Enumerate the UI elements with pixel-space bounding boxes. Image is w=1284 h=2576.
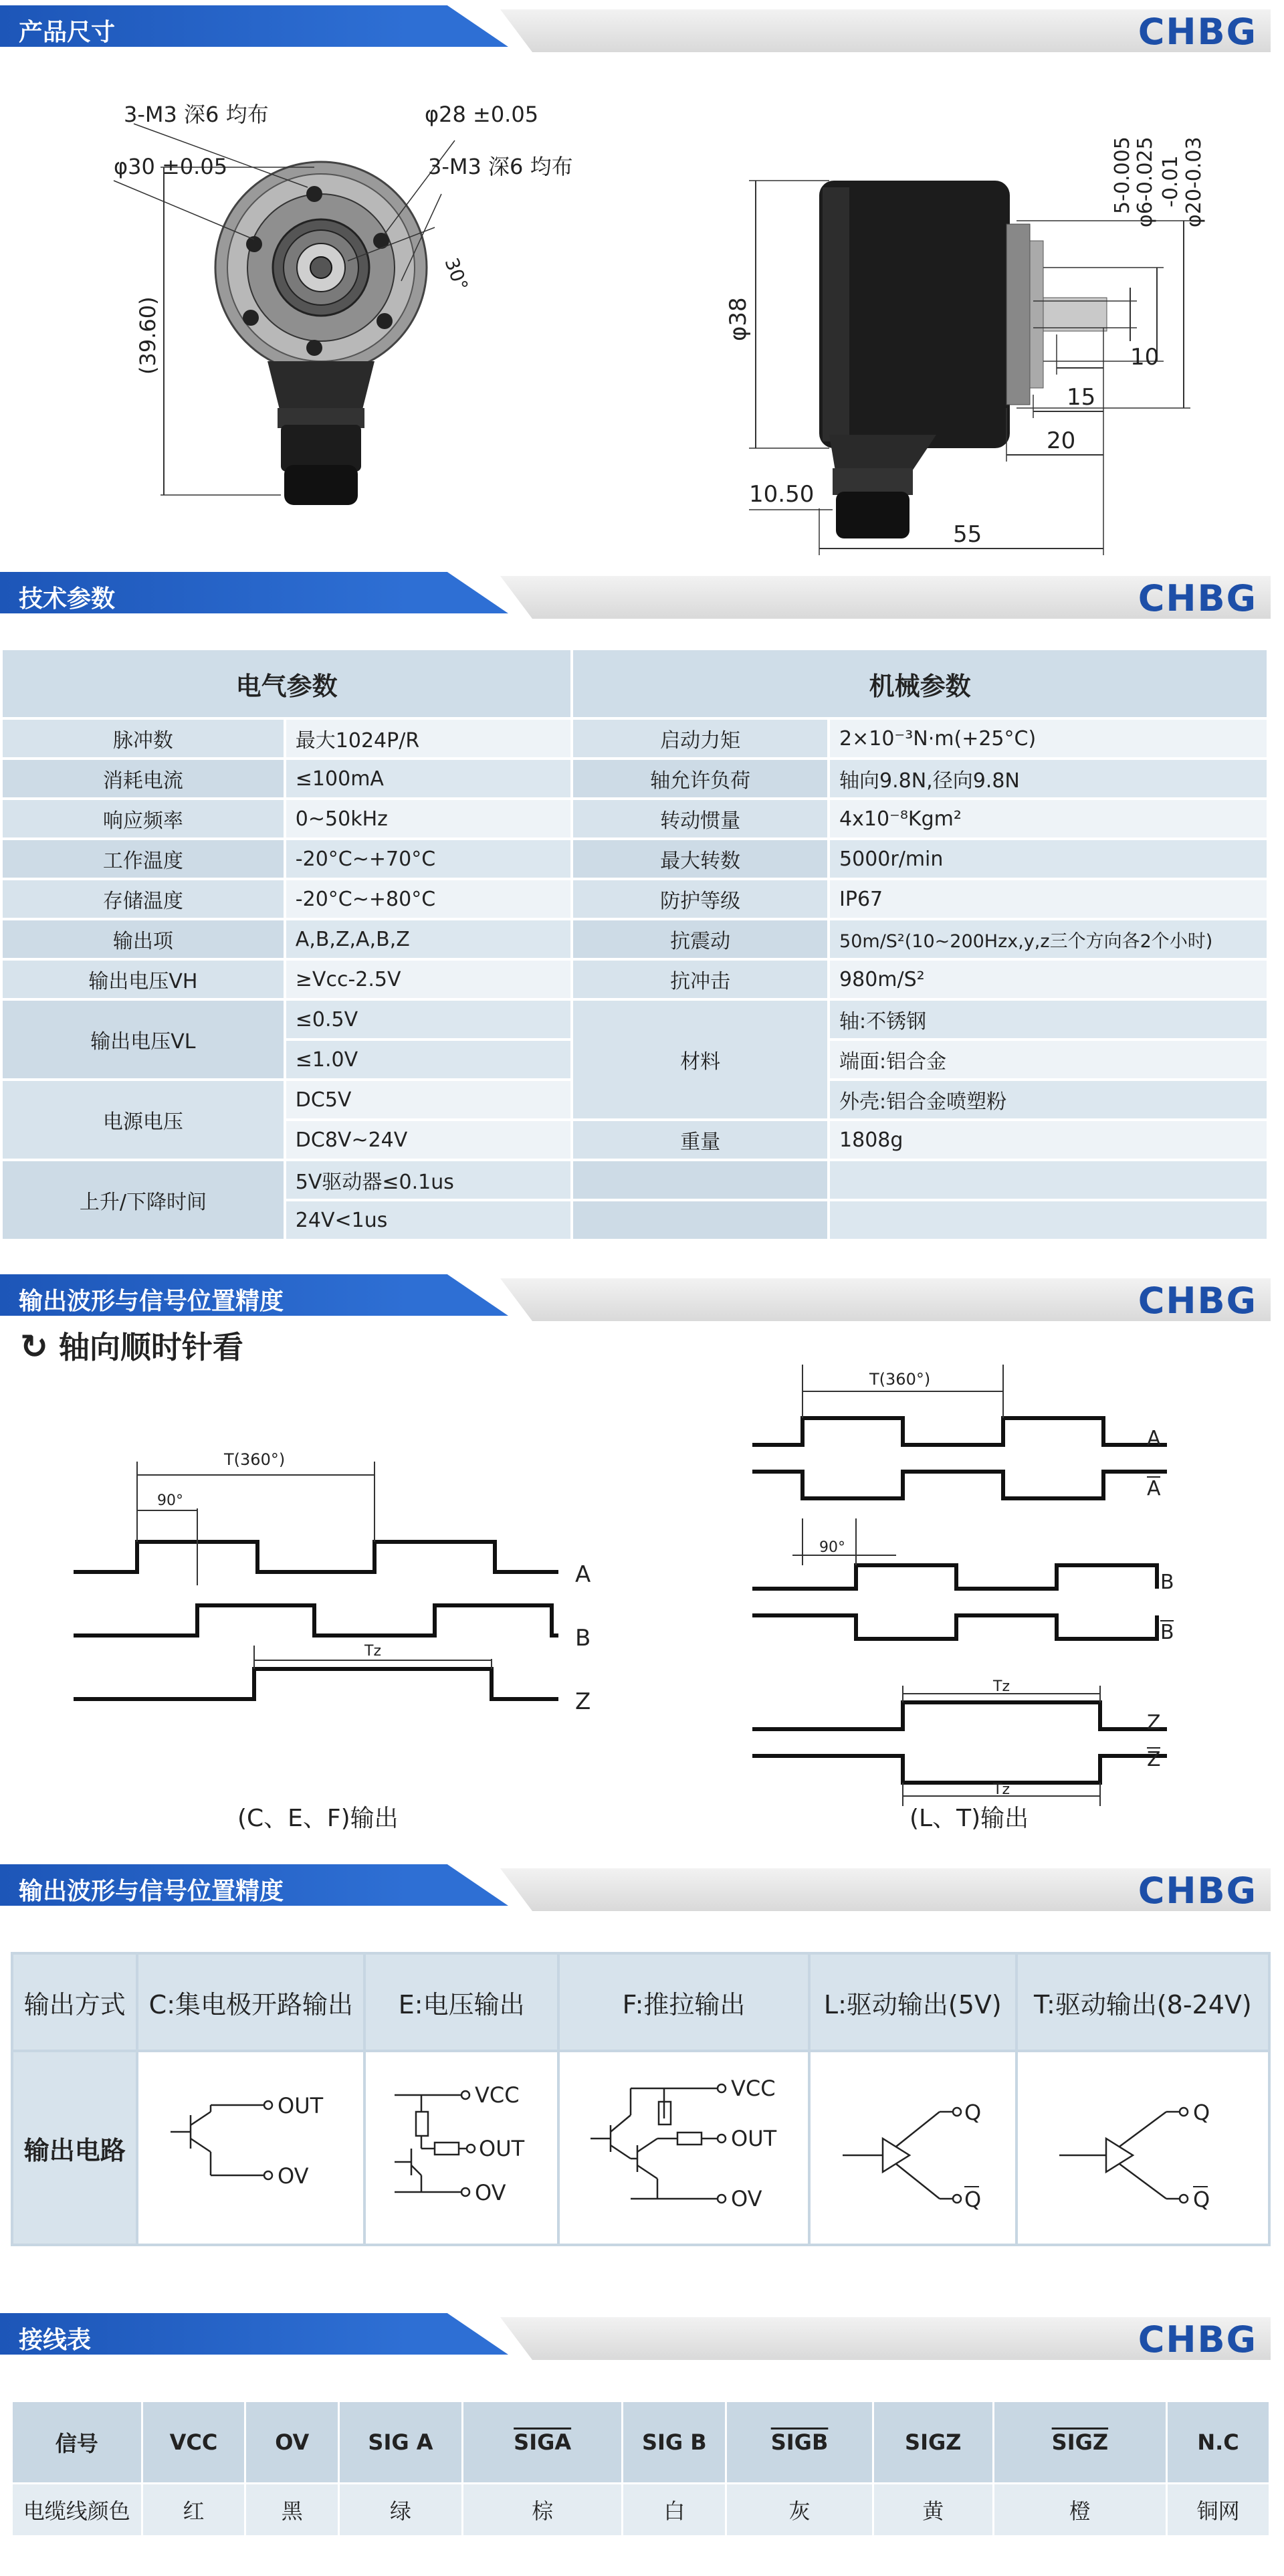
spec-key: 上升/下降时间 [1, 1160, 285, 1240]
dim-m3-right: 3-M3 深6 均布 [428, 154, 573, 179]
right-label-zbar: Z [1147, 1748, 1161, 1771]
section-title: 输出波形与信号位置精度 [19, 1288, 284, 1315]
wiring-cell: 棕 [462, 2484, 623, 2537]
electrical-title: 电气参数 [1, 649, 572, 718]
spec-value: 24V<1us [285, 1200, 572, 1240]
wiring-cell: 铜网 [1167, 2484, 1270, 2537]
spec-value: 外壳:铝合金喷塑粉 [829, 1080, 1268, 1120]
circuit-e-vcc: VCC [475, 2082, 520, 2108]
row-label-output-circuit: 输出电路 [12, 2051, 137, 2245]
left-label-z: Z [575, 1688, 591, 1715]
wave-left-z [74, 1669, 558, 1699]
spec-value: ≤100mA [285, 759, 572, 799]
wiring-header: OV [245, 2401, 339, 2484]
front-view [114, 102, 573, 505]
wiring-header: SIG A [339, 2401, 463, 2484]
dimension-drawing [0, 60, 1284, 569]
right-label-z: Z [1147, 1711, 1161, 1735]
dim-m3-left: 3-M3 深6 均布 [124, 102, 269, 127]
circuit-l-qbar: Q [964, 2186, 982, 2212]
spec-value: IP67 [829, 879, 1268, 919]
left-quarter: 90° [157, 1492, 183, 1509]
wiring-cell: 黑 [245, 2484, 339, 2537]
spec-key: 输出项 [1, 919, 285, 959]
spec-value: 轴向9.8N,径向9.8N [829, 759, 1268, 799]
spec-key: 重量 [572, 1120, 829, 1160]
circuit-e-ov: OV [475, 2179, 506, 2205]
dim-d28: φ28 ±0.05 [425, 102, 539, 127]
waveform-diagram [0, 1365, 1284, 1846]
wiring-cell: 绿 [339, 2484, 463, 2537]
section-header-waveform [0, 1274, 1284, 1328]
wave-right-zbar [752, 1756, 1167, 1783]
spec-value: DC5V [285, 1080, 572, 1120]
view-direction [20, 1323, 243, 1367]
wiring-table [11, 2400, 1271, 2537]
spec-value: -20°C~+70°C [285, 839, 572, 879]
output-type-l: L:驱动输出(5V) [809, 1953, 1016, 2051]
spec-value: 50m/S²(10~200Hzx,y,z三个方向各2个小时) [829, 919, 1268, 959]
wave-right-a [752, 1418, 1167, 1445]
left-label-b: B [575, 1625, 591, 1652]
wiring-header: N.C [1167, 2401, 1270, 2484]
spec-value: 5V驱动器≤0.1us [285, 1160, 572, 1200]
spec-value: ≥Vcc-2.5V [285, 959, 572, 999]
right-label-a: A [1147, 1427, 1161, 1450]
spec-key: 转动惯量 [572, 799, 829, 839]
wiring-header: SIG B [623, 2401, 726, 2484]
wiring-header: SIGZ [993, 2401, 1167, 2484]
brand-logo: CHBG [1138, 1280, 1257, 1322]
wave-right-bbar [752, 1615, 1157, 1639]
brand-logo: CHBG [1138, 11, 1257, 53]
wiring-cell: 橙 [993, 2484, 1167, 2537]
section-title: 产品尺寸 [19, 19, 116, 46]
section-title: 输出波形与信号位置精度 [19, 1878, 284, 1905]
circuit-f [558, 2051, 809, 2245]
wave-right-abar [752, 1472, 1167, 1498]
dim-l1050: 10.50 [749, 481, 815, 508]
spec-value: A,B,Z,A,B,Z [285, 919, 572, 959]
brand-logo: CHBG [1138, 577, 1257, 619]
circuit-f-vcc: VCC [730, 2075, 776, 2101]
circuit-e [364, 2051, 558, 2245]
spec-empty [829, 1160, 1268, 1200]
spec-value: 980m/S² [829, 959, 1268, 999]
dim-l55: 55 [953, 521, 982, 548]
spec-empty [572, 1160, 829, 1200]
output-circuit-table [11, 1952, 1271, 2246]
circuit-c [137, 2051, 364, 2245]
dim-s5: 5-0.005 [1111, 136, 1134, 214]
right-label-abar: A [1147, 1477, 1161, 1500]
circuit-c-out: OUT [278, 2092, 324, 2118]
brand-logo: CHBG [1138, 2318, 1257, 2361]
left-label-a: A [575, 1561, 591, 1588]
view-direction-label: 轴向顺时针看 [58, 1329, 243, 1365]
wiring-cell: 黄 [873, 2484, 993, 2537]
spec-key: 轴允许负荷 [572, 759, 829, 799]
output-type-f: F:推拉输出 [558, 1953, 809, 2051]
dim-l15: 15 [1067, 384, 1096, 411]
dim-height: (39.60) [135, 296, 160, 375]
spec-value: DC8V~24V [285, 1120, 572, 1160]
spec-key: 抗震动 [572, 919, 829, 959]
spec-value: ≤1.0V [285, 1039, 572, 1080]
spec-value: 5000r/min [829, 839, 1268, 879]
circuit-f-ov: OV [730, 2185, 762, 2211]
mechanical-title: 机械参数 [572, 649, 1268, 718]
right-period: T(360°) [869, 1370, 931, 1389]
output-type-c: C:集电极开路输出 [137, 1953, 364, 2051]
spec-key: 响应频率 [1, 799, 285, 839]
output-type-t: T:驱动输出(8-24V) [1016, 1953, 1269, 2051]
rotate-clockwise-icon: ↻ [20, 1327, 48, 1366]
left-period: T(360°) [224, 1450, 286, 1469]
section-header-dimensions [0, 5, 1284, 59]
circuit-t-qbar: Q [1192, 2186, 1210, 2212]
spec-value: 端面:铝合金 [829, 1039, 1268, 1080]
dim-l20: 20 [1047, 427, 1076, 454]
spec-value: 0~50kHz [285, 799, 572, 839]
wave-right-z [752, 1702, 1167, 1729]
wiring-cell: 白 [623, 2484, 726, 2537]
dim-l10: 10 [1130, 344, 1160, 371]
wiring-cell: 灰 [726, 2484, 873, 2537]
spec-key: 防护等级 [572, 879, 829, 919]
spec-value: 4x10⁻⁸Kgm² [829, 799, 1268, 839]
spec-value: 最大1024P/R [285, 718, 572, 759]
section-header-wiring [0, 2313, 1284, 2367]
dim-d38: φ38 [725, 297, 752, 341]
wiring-cell: 电缆线颜色 [12, 2484, 142, 2537]
spec-key: 存储温度 [1, 879, 285, 919]
spec-value: -20°C~+80°C [285, 879, 572, 919]
wiring-header: SIGA [462, 2401, 623, 2484]
left-tz: Tz [364, 1643, 381, 1660]
spec-value: 2×10⁻³N·m(+25°C) [829, 718, 1268, 759]
spec-key: 电源电压 [1, 1080, 285, 1160]
spec-table [0, 648, 1269, 1242]
dim-s001: -0.01 [1159, 155, 1182, 207]
circuit-t [1016, 2051, 1269, 2245]
section-title: 接线表 [19, 2326, 92, 2354]
spec-key: 输出电压VL [1, 999, 285, 1080]
output-type-e: E:电压输出 [364, 1953, 558, 2051]
brand-logo: CHBG [1138, 1870, 1257, 1912]
spec-key: 材料 [572, 999, 829, 1120]
wiring-header: 信号 [12, 2401, 142, 2484]
right-quarter: 90° [819, 1539, 845, 1556]
side-view [725, 136, 1206, 555]
wiring-cell: 红 [142, 2484, 245, 2537]
wave-right-b [752, 1565, 1157, 1589]
wiring-header: VCC [142, 2401, 245, 2484]
spec-key: 启动力矩 [572, 718, 829, 759]
circuit-e-out: OUT [479, 2135, 525, 2161]
circuit-c-ov: OV [278, 2163, 309, 2189]
wave-left-b [74, 1605, 558, 1636]
section-header-circuit [0, 1864, 1284, 1918]
circuit-l [809, 2051, 1016, 2245]
section-title: 技术参数 [19, 585, 116, 613]
spec-key: 工作温度 [1, 839, 285, 879]
spec-value: ≤0.5V [285, 999, 572, 1039]
dim-s20: φ20-0.03 [1182, 136, 1206, 227]
wiring-header: SIGZ [873, 2401, 993, 2484]
wiring-header: SIGB [726, 2401, 873, 2484]
spec-value: 轴:不锈钢 [829, 999, 1268, 1039]
spec-key: 输出电压VH [1, 959, 285, 999]
dim-s6: φ6-0.025 [1134, 136, 1157, 227]
spec-key: 脉冲数 [1, 718, 285, 759]
wave-left-a [74, 1542, 558, 1572]
spec-key: 消耗电流 [1, 759, 285, 799]
right-label-bbar: B [1160, 1621, 1174, 1644]
dim-angle: 30° [440, 255, 473, 294]
spec-key: 抗冲击 [572, 959, 829, 999]
spec-key: 最大转数 [572, 839, 829, 879]
left-caption: (C、E、F)输出 [237, 1805, 399, 1832]
section-header-specs [0, 572, 1284, 625]
right-tz-bar: Tz [993, 1781, 1010, 1798]
circuit-t-q: Q [1192, 2099, 1210, 2125]
circuit-l-q: Q [964, 2099, 982, 2125]
row-label-output-type: 输出方式 [12, 1953, 137, 2051]
dim-d30: φ30 ±0.05 [114, 154, 228, 179]
right-label-b: B [1160, 1571, 1174, 1594]
spec-value: 1808g [829, 1120, 1268, 1160]
spec-empty [829, 1200, 1268, 1240]
right-caption: (L、T)输出 [909, 1805, 1029, 1832]
spec-empty [572, 1200, 829, 1240]
circuit-f-out: OUT [730, 2125, 776, 2151]
right-tz: Tz [993, 1678, 1010, 1695]
